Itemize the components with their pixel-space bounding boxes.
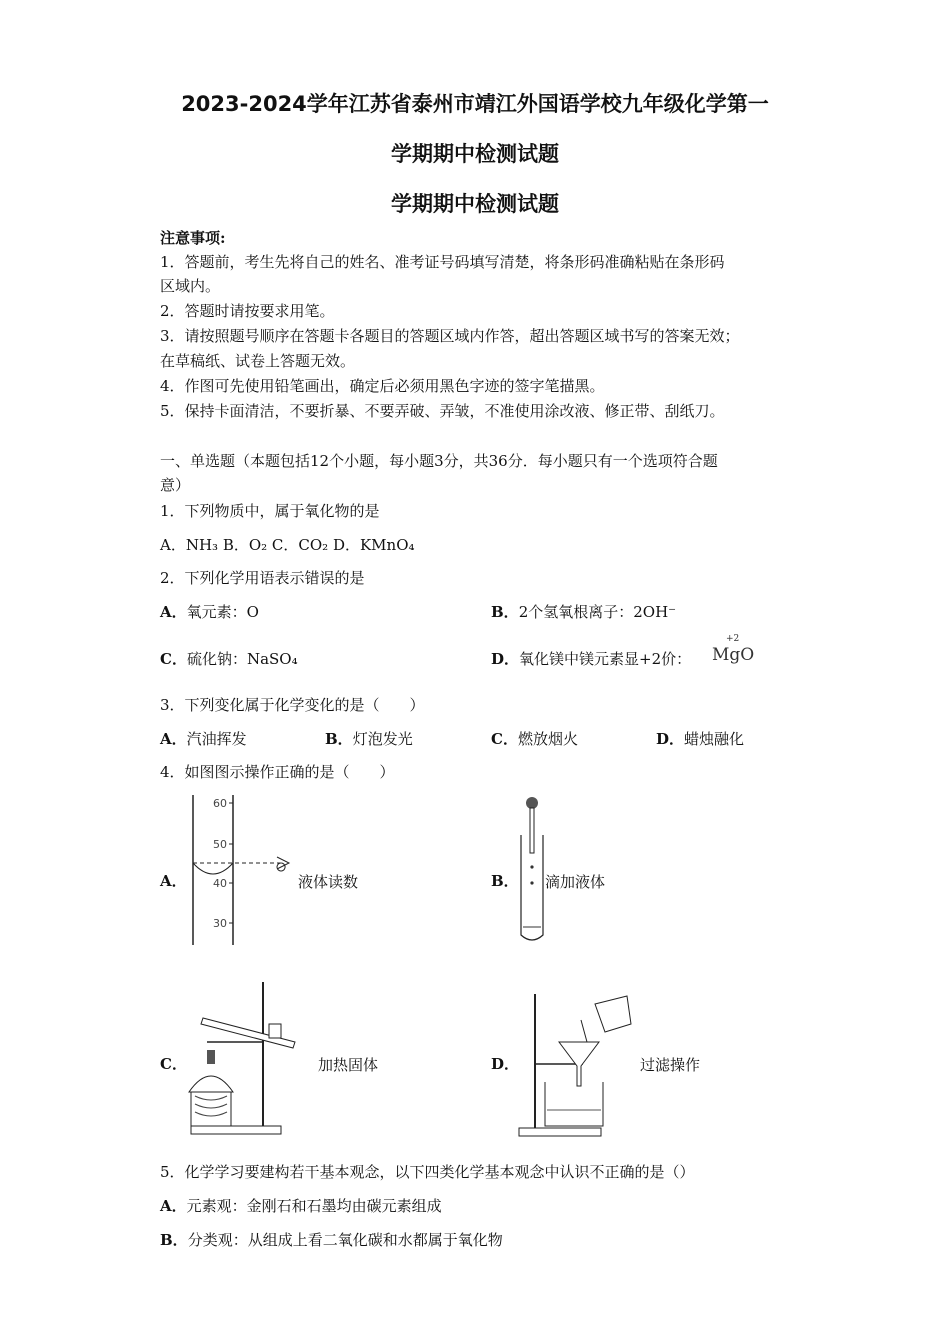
q3-stem: 3．下列变化属于化学变化的是（ ） [160, 696, 425, 714]
q3-option-c-text: 燃放烟火 [517, 730, 578, 748]
section-heading: 一、单选题（本题包括12个小题，每小题3分，共36分．每小题只有一个选项符合题 [160, 452, 718, 470]
q3-option-d-label: D． [656, 730, 685, 748]
q3-option-d-text: 蜡烛融化 [684, 730, 745, 748]
stand-base [519, 1128, 601, 1136]
cylinder-reading-figure [185, 793, 295, 948]
q2-option-b-label: B． [491, 603, 519, 621]
stand-base [191, 1126, 281, 1134]
q1-options: A．NH₃ B．O₂ C．CO₂ D．KMnO₄ [160, 536, 415, 554]
q5-option-b-text: 分类观：从组成上看二氧化碳和水都属于氧化物 [187, 1231, 503, 1249]
q4-caption-c: 加热固体 [318, 1056, 379, 1074]
clamp [269, 1024, 281, 1038]
q2-option-c-text: 硫化钠：NaSO₄ [186, 650, 298, 668]
q2-option-d-text: 氧化镁中镁元素显+2价： [519, 650, 692, 668]
q2-option-c [160, 649, 298, 669]
q3-option-b-text: 灯泡发光 [352, 730, 413, 748]
q4-caption-d: 过滤操作 [640, 1056, 701, 1074]
notice-item: 2．答题时请按要求用笔。 [160, 302, 335, 320]
q2-option-d [491, 649, 691, 669]
q2-option-a-text: 氧元素：O [186, 603, 259, 621]
notice-item: 区域内。 [160, 277, 221, 295]
q4-option-d-label: D． [491, 1055, 520, 1073]
q4-option-a-label: A． [160, 872, 187, 890]
tick-label: 30 [213, 917, 227, 930]
q5-stem: 5．化学学习要建构若干基本观念，以下四类化学基本观念中认识不正确的是（） [160, 1163, 695, 1181]
q2-option-b [491, 602, 676, 622]
dropper-tube [530, 808, 534, 853]
q3-option-a [160, 729, 247, 749]
heating-solid-figure [185, 980, 315, 1140]
q3-option-c [491, 729, 578, 749]
q5-option-b [160, 1230, 503, 1250]
q3-option-a-text: 汽油挥发 [186, 730, 247, 748]
q2-option-a [160, 602, 259, 622]
meniscus [193, 863, 233, 874]
q4-caption-a: 液体读数 [298, 873, 359, 891]
q2-option-d-label: D． [491, 650, 520, 668]
tick-label: 60 [213, 797, 227, 810]
notice-item: 1．答题前，考生先将自己的姓名、准考证号码填写清楚，将条形码准确粘贴在条形码 [160, 253, 725, 271]
glass-rod [581, 1020, 587, 1042]
q4-option-b-label: B． [491, 872, 519, 890]
q2-option-b-text: 2个氢氧根离子：2OH⁻ [518, 603, 677, 621]
q3-option-b-label: B． [325, 730, 353, 748]
page-title-line3: 学期期中检测试题 [391, 192, 559, 216]
q3-option-d [656, 729, 744, 749]
q3-option-b [325, 729, 413, 749]
notice-item: 在草稿纸、试卷上答题无效。 [160, 352, 356, 370]
page-title-line1: 2023-2024学年江苏省泰州市靖江外国语学校九年级化学第一 [181, 92, 769, 116]
mgo-formula: MgO [712, 645, 755, 665]
q5-option-a-label: A． [160, 1197, 187, 1215]
notice-item: 3．请按照题号顺序在答题卡各题目的答题区域内作答，超出答题区域书写的答案无效； [160, 327, 740, 345]
q5-option-a-text: 元素观：金刚石和石墨均由碳元素组成 [186, 1197, 442, 1215]
tick-label: 50 [213, 838, 227, 851]
filtration-figure [515, 990, 640, 1140]
q5-option-a [160, 1196, 442, 1216]
q4-stem: 4．如图图示操作正确的是（ ） [160, 763, 395, 781]
q2-option-c-label: C． [160, 650, 187, 668]
q2-stem: 2．下列化学用语表示错误的是 [160, 569, 365, 587]
notice-item: 4．作图可先使用铅笔画出，确定后必须用黑色字迹的签字笔描黑。 [160, 377, 605, 395]
q3-option-a-label: A． [160, 730, 187, 748]
dropper-figure [515, 795, 549, 945]
mgo-charge: +2 [726, 634, 740, 644]
flame [207, 1050, 215, 1064]
notice-heading: 注意事项: [160, 229, 226, 247]
section-heading-cont: 意） [160, 476, 191, 494]
q1-stem: 1．下列物质中，属于氧化物的是 [160, 502, 380, 520]
q2-option-a-label: A． [160, 603, 187, 621]
q3-option-c-label: C． [491, 730, 518, 748]
notice-item: 5．保持卡面清洁，不要折暴、不要弄破、弄皱，不准使用涂改液、修正带、刮纸刀。 [160, 402, 725, 420]
eye-icon [277, 857, 289, 871]
q4-option-c-label: C． [160, 1055, 187, 1073]
q4-caption-b: 滴加液体 [545, 873, 606, 891]
pouring-beaker [595, 996, 631, 1032]
alcohol-lamp [189, 1076, 233, 1092]
tick-label: 40 [213, 877, 227, 890]
q5-option-b-label: B． [160, 1231, 188, 1249]
page-title-line2: 学期期中检测试题 [391, 142, 559, 166]
dropper-bulb [526, 797, 538, 809]
beaker [545, 1082, 603, 1126]
